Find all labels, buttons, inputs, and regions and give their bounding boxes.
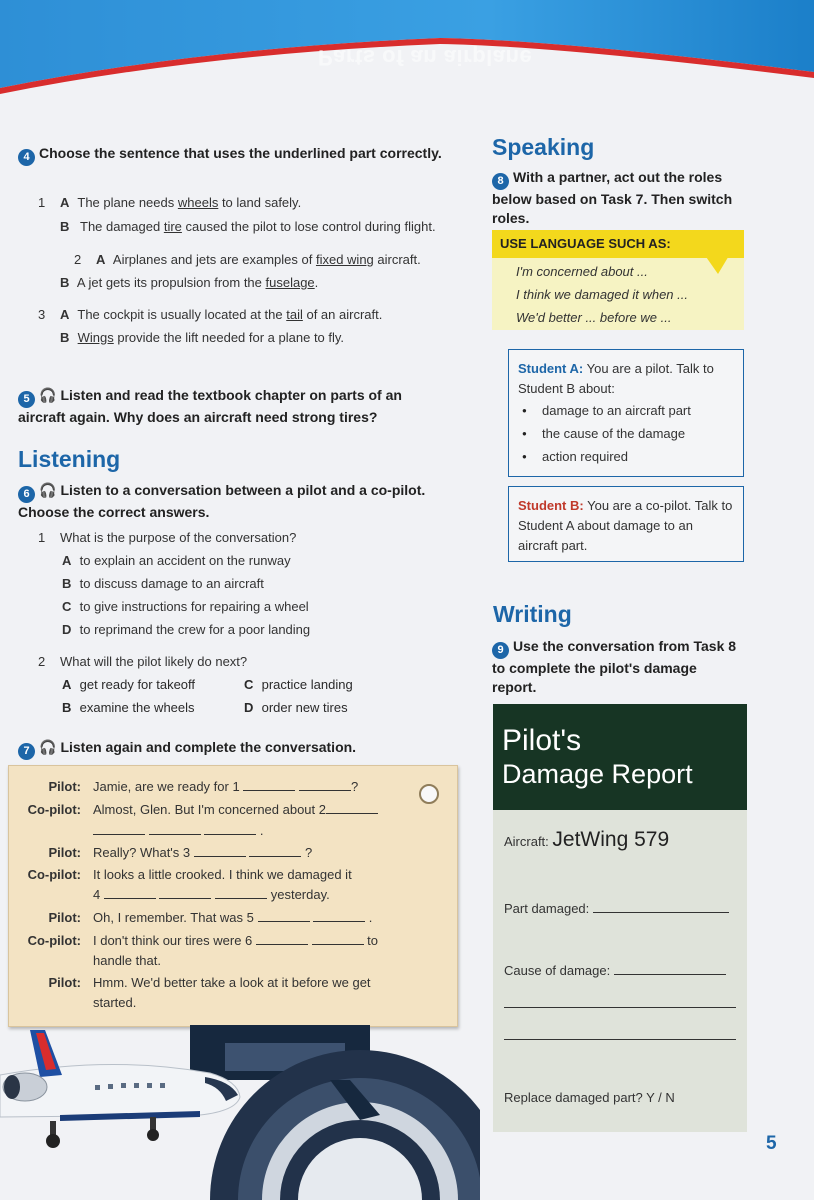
blank-input[interactable]: [215, 885, 267, 899]
option[interactable]: C to give instructions for repairing a wheel: [62, 599, 309, 614]
exercise-6: 6 🎧 Listen to a conversation between a pilot and a co-pilot. Choose the correct answers.: [18, 482, 426, 520]
exercise-6-q2: 2 What will the pilot likely do next? A get ready for takeoff C practice landing B examine the wheels D order new tires: [38, 650, 448, 719]
headphones-icon: 🎧: [39, 739, 57, 755]
language-example: I'm concerned about ...: [516, 264, 648, 279]
cause-input[interactable]: [614, 963, 726, 975]
callout-tail-icon: [704, 254, 730, 274]
page-number: 5: [766, 1133, 777, 1154]
item-1a: 1 A The plane needs wheels to land safely.: [38, 195, 302, 210]
exercise-7: 7 🎧 Listen again and complete the conversation.: [18, 738, 448, 760]
blank-input[interactable]: [243, 777, 295, 791]
blank-input[interactable]: [258, 908, 310, 922]
blank-input[interactable]: [159, 885, 211, 899]
option[interactable]: D order new tires: [244, 700, 348, 715]
item-3b: B Wings provide the lift needed for a plane to fly.: [60, 330, 345, 345]
cause-line-2: [504, 996, 736, 1011]
exercise-6-q1: 1 What is the purpose of the conversation? A to explain an accident on the runway B to discuss damage to an aircraft C to give instructions for repairing a wheel D to reprimand the crew for a poor landing: [38, 526, 448, 641]
blank-input[interactable]: [104, 885, 156, 899]
exercise-number-badge: 5: [18, 391, 35, 408]
listening-title: Listening: [18, 446, 121, 472]
bullet-item: ● action required: [518, 445, 734, 468]
option[interactable]: B to discuss damage to an aircraft: [62, 576, 264, 591]
cause-field: Cause of damage:: [504, 963, 726, 978]
option[interactable]: A to explain an accident on the runway: [62, 553, 291, 568]
blank-input[interactable]: [313, 908, 365, 922]
language-example: I think we damaged it when ...: [516, 287, 688, 302]
exercise-5: 5 🎧 Listen and read the textbook chapter on parts of an aircraft again. Why does an aircraft need strong tires?: [18, 387, 402, 425]
blank-input[interactable]: [149, 821, 201, 835]
blank-input[interactable]: [326, 800, 378, 814]
report-header: [493, 704, 747, 810]
aircraft-field: Aircraft: JetWing 579: [504, 828, 670, 851]
blank-input[interactable]: [194, 843, 246, 857]
exercise-4: [18, 144, 448, 166]
option[interactable]: A get ready for takeoff: [62, 677, 196, 692]
headphones-icon: 🎧: [39, 482, 57, 498]
exercise-4-instruction: 4 Choose the sentence that uses the underlined part correctly.: [18, 144, 448, 166]
replace-field[interactable]: Replace damaged part? Y / N: [504, 1090, 675, 1105]
exercise-number-badge: 7: [18, 743, 35, 760]
damage-report-form: [493, 704, 747, 1132]
mirrored-header-title: Parts of an airplane: [318, 45, 533, 70]
cause-input[interactable]: [504, 1028, 736, 1040]
student-a-card: Student A: You are a pilot. Talk to Student B about: ● damage to an aircraft part ● the cause of the damage ● action required: [508, 349, 744, 477]
language-example: We'd better ... before we ...: [516, 310, 672, 325]
cause-line-3: [504, 1028, 736, 1043]
exercise-number-badge: 8: [492, 173, 509, 190]
bullet-item: ● damage to an aircraft part: [518, 399, 734, 422]
item-3a: 3 A The cockpit is usually located at the tail of an aircraft.: [38, 307, 383, 322]
report-title-line1: Pilot's: [502, 724, 582, 757]
aircraft-value: JetWing 579: [552, 828, 670, 851]
blank-input[interactable]: [249, 843, 301, 857]
exercise-number-badge: 6: [18, 486, 35, 503]
report-title-line2: Damage Report: [502, 759, 693, 789]
option[interactable]: D to reprimand the crew for a poor landing: [62, 622, 311, 637]
blank-input[interactable]: [204, 821, 256, 835]
headphones-icon: 🎧: [39, 387, 57, 403]
blank-input[interactable]: [312, 931, 364, 945]
useful-language-heading: USE LANGUAGE SUCH AS:: [492, 230, 744, 258]
exercise-number-badge: 9: [492, 642, 509, 659]
exercise-9: 9 Use the conversation from Task 8 to complete the pilot's damage report.: [492, 638, 737, 695]
speaking-title: Speaking: [492, 134, 595, 160]
dialogue-card: Pilot: Jamie, are we ready for 1 ? Co-pilot: Almost, Glen. But I'm concerned about 2 . Pilot: Really? What's 3 ? Co-pilot: It looks a little crooked. I think we damaged it 4 yesterday. Pilot: Oh, I remember. That was 5 . Co-pilot: I don't think our tires were 6 to handle that. Pilot: Hmm. We'd better take a look at it before we get started.: [8, 765, 458, 1027]
useful-language-box: [492, 230, 744, 330]
option[interactable]: B examine the wheels: [62, 700, 195, 715]
exercise-4-items: [38, 191, 448, 349]
bullet-item: ● the cause of the damage: [518, 422, 734, 445]
writing-title: Writing: [493, 601, 572, 627]
option[interactable]: C practice landing: [244, 677, 353, 692]
item-2b: B A jet gets its propulsion from the fuselage.: [60, 275, 319, 290]
item-1b: B The damaged tire caused the pilot to lose control during flight.: [60, 219, 436, 234]
student-b-card: Student B: You are a co-pilot. Talk to Student A about damage to an aircraft part.: [508, 486, 744, 562]
part-damaged-field: Part damaged:: [504, 901, 729, 916]
item-2a: 2 A Airplanes and jets are examples of fixed wing aircraft.: [74, 252, 421, 267]
blank-input[interactable]: [299, 777, 351, 791]
blank-input[interactable]: [93, 821, 145, 835]
part-damaged-input[interactable]: [593, 901, 729, 913]
cause-input[interactable]: [504, 996, 736, 1008]
airplane-illustration: [0, 1025, 480, 1200]
blank-input[interactable]: [256, 931, 308, 945]
exercise-8: 8 With a partner, act out the roles below based on Task 7. Then switch roles.: [492, 169, 733, 226]
exercise-number-badge: 4: [18, 149, 35, 166]
student-a-bullets: [518, 399, 734, 468]
